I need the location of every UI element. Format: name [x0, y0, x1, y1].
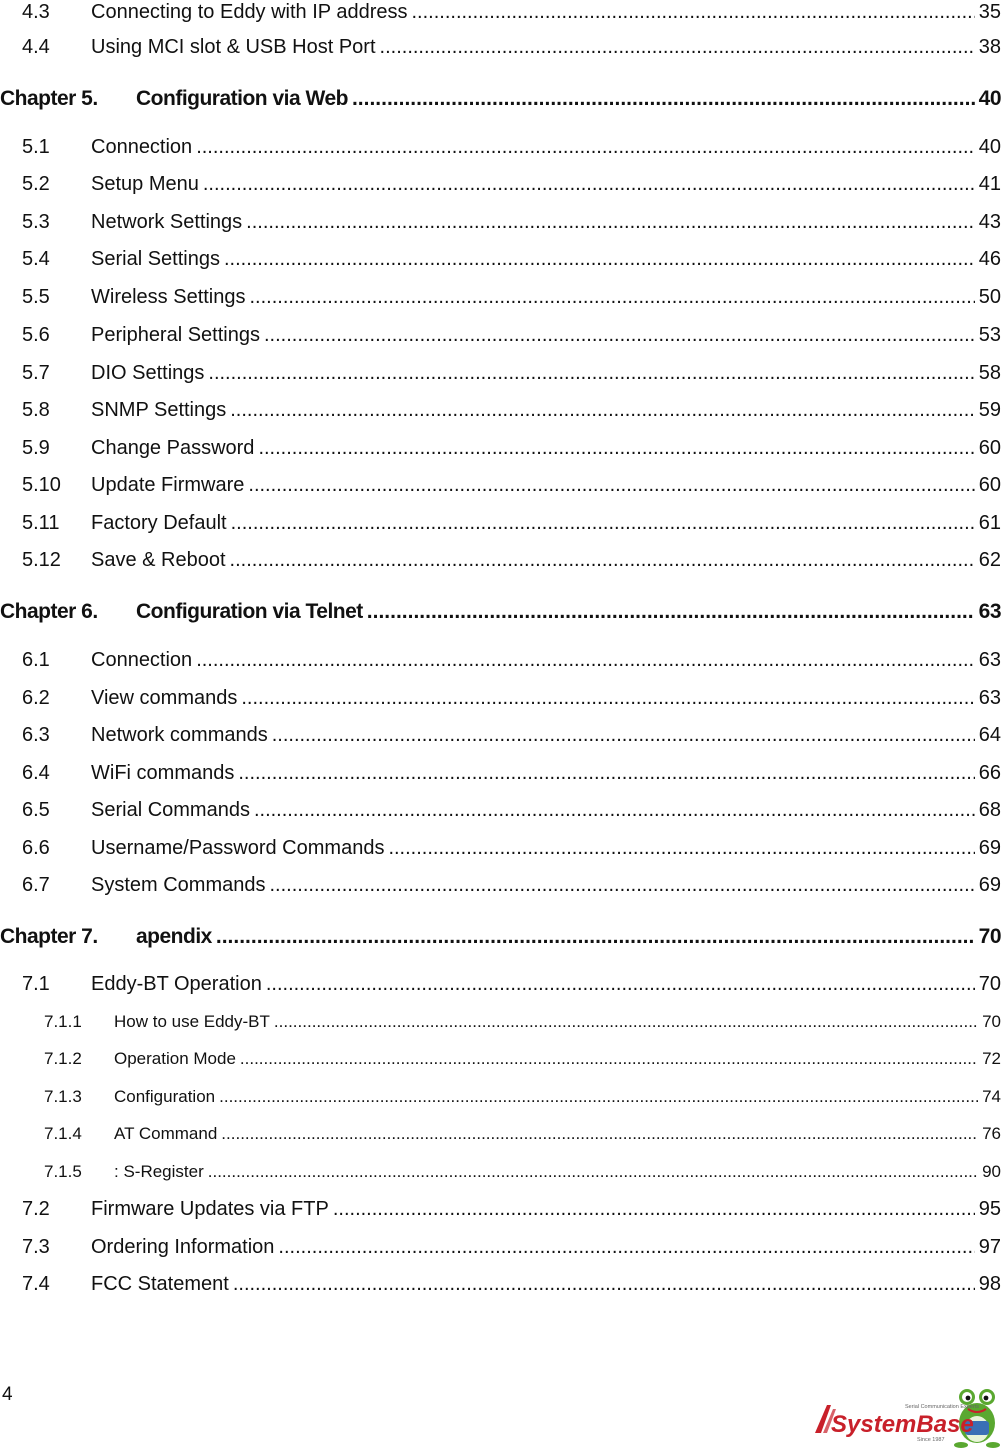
toc-entry-number: 5.7 — [22, 362, 50, 384]
toc-entry-page: 64 — [978, 724, 1001, 746]
toc-entry[interactable] — [0, 836, 1003, 860]
toc-dot-leader — [240, 1049, 978, 1069]
brand-since: Since 1987 — [917, 1437, 945, 1443]
toc-entry-page: 58 — [978, 362, 1001, 384]
toc-entry[interactable] — [0, 761, 1003, 785]
toc-dot-leader — [258, 437, 974, 460]
toc-entry-title: Using MCI slot & USB Host Port — [91, 36, 376, 58]
toc-entry-page: 41 — [978, 173, 1001, 195]
toc-entry[interactable] — [0, 1010, 1003, 1032]
toc-entry-page: 70 — [978, 973, 1001, 995]
toc-entry-page: 97 — [978, 1236, 1001, 1258]
toc-entry-number: 4.3 — [22, 1, 50, 23]
toc-entry-page: 46 — [978, 248, 1001, 270]
toc-entry-number: 5.9 — [22, 437, 50, 459]
toc-entry-title: System Commands — [91, 874, 266, 896]
toc-entry-number: 5.6 — [22, 324, 50, 346]
toc-entry[interactable] — [0, 323, 1003, 347]
toc-entry-title: How to use Eddy-BT — [114, 1012, 270, 1031]
toc-entry-title: apendix — [136, 925, 212, 948]
toc-entry[interactable] — [0, 723, 1003, 747]
toc-entry-title: Connection — [91, 136, 193, 158]
toc-dot-leader — [221, 1124, 978, 1144]
toc-dot-leader — [230, 399, 975, 422]
toc-entry-number: 5.11 — [22, 512, 60, 534]
toc-entry-page: 40 — [978, 87, 1001, 110]
toc-dot-leader — [278, 1236, 974, 1259]
toc-entry[interactable] — [0, 35, 1003, 59]
toc-entry-number: 7.4 — [22, 1273, 50, 1295]
toc-entry-number: 5.5 — [22, 286, 50, 308]
toc-chapter-entry[interactable] — [0, 923, 1003, 949]
toc-entry-title: Serial Settings — [91, 248, 220, 270]
toc-entry-number: 6.4 — [22, 762, 50, 784]
toc-dot-leader — [233, 1273, 975, 1296]
toc-entry[interactable] — [0, 285, 1003, 309]
toc-entry-title: Configuration — [114, 1087, 216, 1106]
toc-entry-number: 5.1 — [22, 136, 50, 158]
toc-dot-leader — [196, 136, 975, 159]
toc-entry-title: Connecting to Eddy with IP address — [91, 1, 408, 23]
toc-entry[interactable] — [0, 686, 1003, 710]
toc-entry-page: 76 — [982, 1124, 1001, 1143]
toc-entry-page: 60 — [978, 474, 1001, 496]
toc-entry-page: 74 — [982, 1087, 1001, 1106]
toc-entry-page: 70 — [982, 1012, 1001, 1031]
toc-entry[interactable] — [0, 648, 1003, 672]
toc-entry-title: Configuration via Web — [136, 87, 348, 110]
toc-entry-number: Chapter 7. — [0, 925, 98, 948]
toc-entry[interactable] — [0, 873, 1003, 897]
toc-entry-number: Chapter 5. — [0, 87, 98, 110]
systembase-logo — [805, 1375, 1003, 1450]
toc-dot-leader — [270, 874, 975, 897]
toc-entry-title: Update Firmware — [91, 474, 245, 496]
toc-dot-leader — [266, 973, 975, 996]
toc-entry-title: Wireless Settings — [91, 286, 246, 308]
toc-entry[interactable] — [0, 1197, 1003, 1221]
toc-entry-number: 6.6 — [22, 837, 50, 859]
toc-chapter-entry[interactable] — [0, 85, 1003, 111]
toc-entry-page: 66 — [978, 762, 1001, 784]
toc-entry[interactable] — [0, 473, 1003, 497]
toc-entry[interactable] — [0, 1122, 1003, 1144]
toc-entry[interactable] — [0, 210, 1003, 234]
toc-entry-number: 6.1 — [22, 649, 50, 671]
toc-entry-page: 72 — [982, 1049, 1001, 1068]
toc-dot-leader — [367, 600, 975, 624]
toc-entry-number: 5.12 — [22, 549, 61, 571]
toc-entry[interactable] — [0, 135, 1003, 159]
toc-chapter-entry[interactable] — [0, 598, 1003, 624]
toc-entry[interactable] — [0, 361, 1003, 385]
toc-entry-title: Setup Menu — [91, 173, 199, 195]
toc-entry-page: 61 — [978, 512, 1001, 534]
toc-entry-title: DIO Settings — [91, 362, 205, 384]
toc-entry-number: 7.1.5 — [44, 1162, 82, 1181]
toc-entry-number: 5.4 — [22, 248, 50, 270]
toc-dot-leader — [254, 799, 975, 822]
toc-dot-leader — [264, 324, 975, 347]
toc-entry-title: Network commands — [91, 724, 268, 746]
toc-dot-leader — [230, 549, 975, 572]
toc-dot-leader — [238, 762, 974, 785]
toc-dot-leader — [246, 211, 975, 234]
toc-entry[interactable] — [0, 798, 1003, 822]
toc-entry-number: 7.2 — [22, 1198, 50, 1220]
toc-entry-page: 95 — [978, 1198, 1001, 1220]
toc-entry-number: 7.3 — [22, 1236, 50, 1258]
toc-dot-leader — [272, 724, 975, 747]
toc-entry-title: Firmware Updates via FTP — [91, 1198, 329, 1220]
toc-entry-page: 43 — [978, 211, 1001, 233]
toc-entry-page: 50 — [978, 286, 1001, 308]
toc-entry-title: Username/Password Commands — [91, 837, 385, 859]
toc-entry-title: Eddy-BT Operation — [91, 973, 262, 995]
brand-wordmark — [815, 1404, 979, 1443]
toc-entry-number: 7.1.1 — [44, 1012, 82, 1031]
toc-entry-title: Save & Reboot — [91, 549, 226, 571]
toc-dot-leader — [388, 837, 974, 860]
toc-entry-title: Network Settings — [91, 211, 243, 233]
toc-entry[interactable] — [0, 172, 1003, 196]
toc-dot-leader — [216, 925, 975, 949]
toc-entry-title: : S-Register — [114, 1162, 204, 1181]
toc-entry-page: 69 — [978, 874, 1001, 896]
toc-entry-number: 4.4 — [22, 36, 50, 58]
toc-entry-page: 35 — [978, 1, 1001, 23]
toc-dot-leader — [274, 1012, 978, 1032]
toc-dot-leader — [241, 687, 974, 710]
toc-entry[interactable] — [0, 398, 1003, 422]
toc-dot-leader — [196, 649, 975, 672]
toc-entry-page: 63 — [978, 687, 1001, 709]
toc-entry-number: 7.1.3 — [44, 1087, 82, 1106]
toc-entry-page: 63 — [978, 649, 1001, 671]
toc-entry[interactable] — [0, 247, 1003, 271]
toc-dot-leader — [352, 87, 975, 111]
toc-entry-title: FCC Statement — [91, 1273, 229, 1295]
toc-dot-leader — [231, 512, 975, 535]
toc-entry-page: 38 — [978, 36, 1001, 58]
toc-entry-page: 53 — [978, 324, 1001, 346]
toc-dot-leader — [248, 474, 974, 497]
toc-entry-number: 5.3 — [22, 211, 50, 233]
toc-entry-title: Peripheral Settings — [91, 324, 260, 346]
toc-dot-leader — [250, 286, 975, 309]
toc-dot-leader — [208, 1162, 978, 1182]
brand-tagline: Serial Communication Experts — [905, 1404, 979, 1410]
toc-entry-page: 98 — [978, 1273, 1001, 1295]
toc-dot-leader — [208, 362, 974, 385]
brand-name: SystemBase — [831, 1411, 974, 1438]
toc-entry-page: 70 — [978, 925, 1001, 948]
toc-entry-number: 6.7 — [22, 874, 50, 896]
toc-entry-title: Serial Commands — [91, 799, 250, 821]
toc-entry-number: 6.5 — [22, 799, 50, 821]
toc-entry[interactable] — [0, 436, 1003, 460]
toc-entry[interactable] — [0, 1235, 1003, 1259]
toc-entry-number: 7.1.2 — [44, 1049, 82, 1068]
toc-entry[interactable] — [0, 1272, 1003, 1296]
toc-entry[interactable] — [0, 1085, 1003, 1107]
toc-entry-number: 6.3 — [22, 724, 50, 746]
toc-entry-number: 5.10 — [22, 474, 61, 496]
toc-entry-title: Change Password — [91, 437, 255, 459]
toc-entry-page: 90 — [982, 1162, 1001, 1181]
toc-dot-leader — [380, 36, 975, 59]
toc-entry-number: Chapter 6. — [0, 600, 98, 623]
toc-entry-number: 6.2 — [22, 687, 50, 709]
toc-entry-title: Factory Default — [91, 512, 227, 534]
toc-entry[interactable] — [0, 1047, 1003, 1069]
toc-entry[interactable] — [0, 972, 1003, 996]
toc-entry-page: 69 — [978, 837, 1001, 859]
toc-entry[interactable] — [0, 1160, 1003, 1182]
toc-entry[interactable] — [0, 511, 1003, 535]
toc-entry-page: 68 — [978, 799, 1001, 821]
page-number: 4 — [2, 1384, 13, 1405]
toc-entry-title: WiFi commands — [91, 762, 235, 784]
toc-entry-title: Ordering Information — [91, 1236, 275, 1258]
toc-entry-title: SNMP Settings — [91, 399, 227, 421]
toc-entry-page: 40 — [978, 136, 1001, 158]
toc-entry-title: Operation Mode — [114, 1049, 236, 1068]
toc-dot-leader — [224, 248, 975, 271]
toc-entry-page: 63 — [978, 600, 1001, 623]
toc-entry[interactable] — [0, 548, 1003, 572]
toc-entry-title: View commands — [91, 687, 238, 709]
toc-entry[interactable] — [0, 0, 1003, 24]
toc-entry-number: 7.1.4 — [44, 1124, 82, 1143]
toc-entry-title: AT Command — [114, 1124, 218, 1143]
toc-entry-number: 5.8 — [22, 399, 50, 421]
toc-entry-title: Configuration via Telnet — [136, 600, 363, 623]
toc-entry-page: 62 — [978, 549, 1001, 571]
toc-entry-page: 60 — [978, 437, 1001, 459]
toc-dot-leader — [333, 1198, 975, 1221]
toc-dot-leader — [203, 173, 975, 196]
toc-entry-title: Connection — [91, 649, 193, 671]
toc-dot-leader — [219, 1087, 978, 1107]
toc-dot-leader — [411, 1, 974, 24]
toc-entry-number: 7.1 — [22, 973, 50, 995]
toc-entry-page: 59 — [978, 399, 1001, 421]
toc-entry-number: 5.2 — [22, 173, 50, 195]
